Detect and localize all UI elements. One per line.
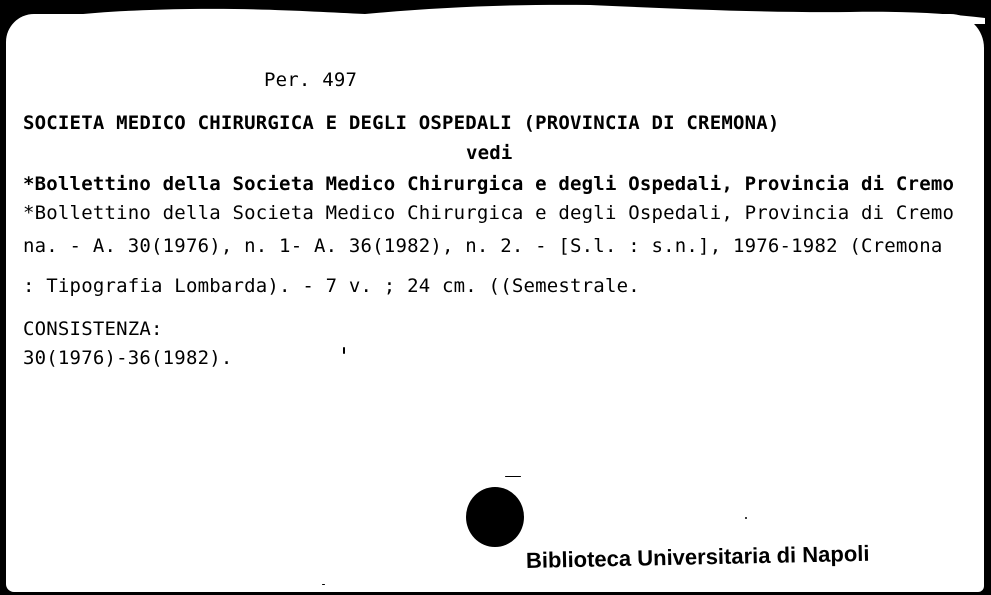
call-number: Per. 497 xyxy=(264,69,358,91)
description-line-3: : Tipografia Lombarda). - 7 v. ; 24 cm. ((Semestrale. xyxy=(23,275,640,297)
holdings-value: 30(1976)-36(1982). xyxy=(23,347,233,369)
description-line-1: *Bollettino della Societa Medico Chirurgica e degli Ospedali, Provincia di Cremo xyxy=(23,202,955,224)
ink-speck xyxy=(343,347,345,354)
see-label: vedi xyxy=(466,142,513,164)
main-heading: SOCIETA MEDICO CHIRURGICA E DEGLI OSPEDALI (PROVINCIA DI CREMONA) xyxy=(23,112,780,134)
library-stamp: Biblioteca Universitaria di Napoli xyxy=(525,540,870,573)
ink-speck xyxy=(505,476,521,477)
ink-speck xyxy=(322,584,325,585)
see-reference: *Bollettino della Societa Medico Chirurgica e degli Ospedali, Provincia di Cremo xyxy=(23,173,955,195)
description-line-2: na. - A. 30(1976), n. 1- A. 36(1982), n. 2. - [S.l. : s.n.], 1976-1982 (Cremona xyxy=(23,235,943,257)
punch-hole xyxy=(466,487,524,547)
holdings-label: CONSISTENZA: xyxy=(23,318,163,340)
ink-speck xyxy=(745,517,747,519)
